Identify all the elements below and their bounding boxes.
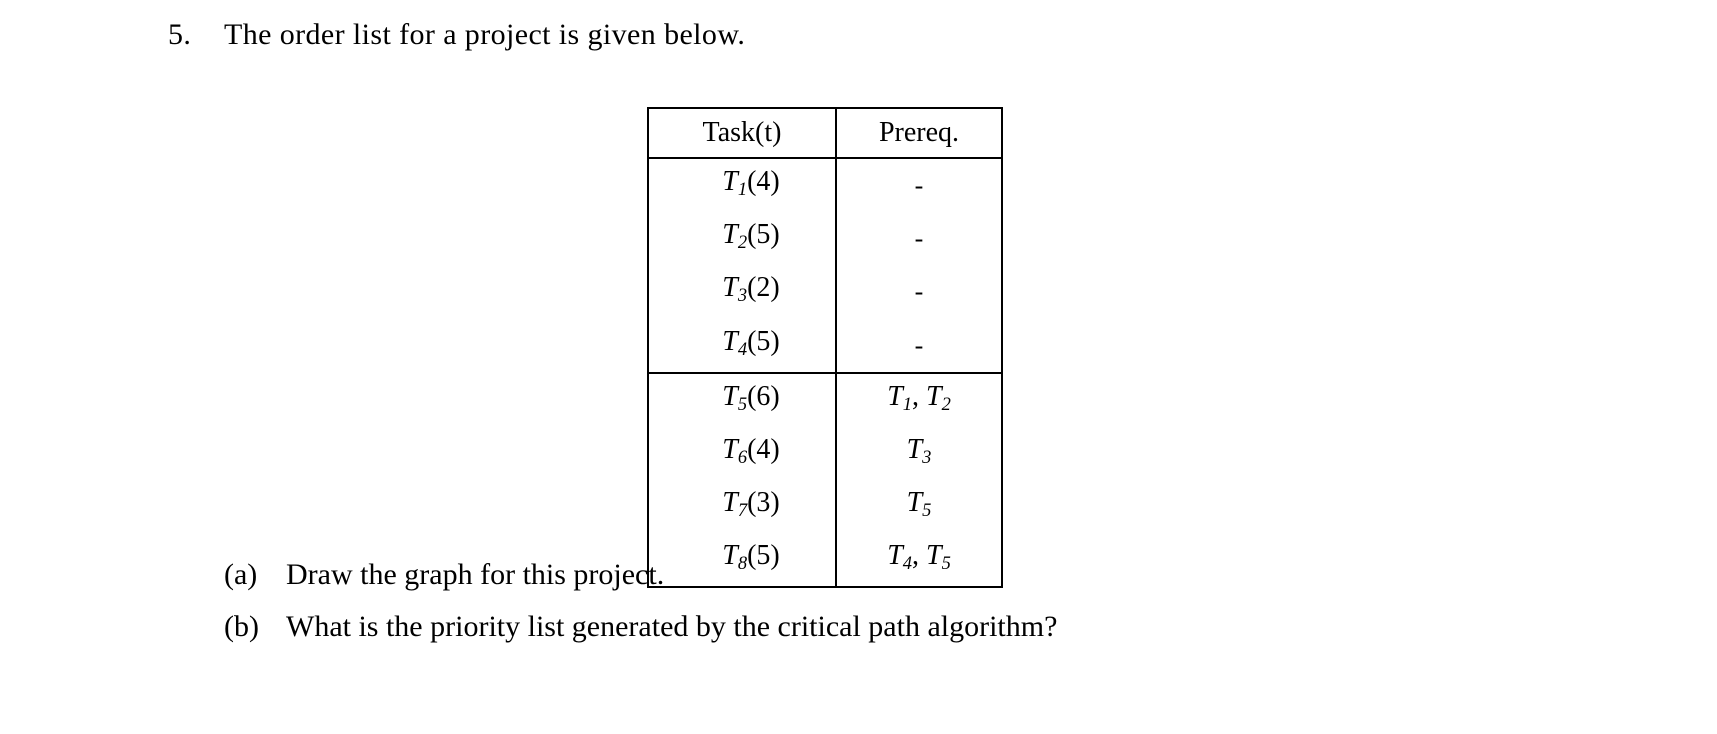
cell-task — [648, 480, 836, 533]
prereq-value: $T_3$ — [906, 433, 932, 468]
task-label: $T_8(5)$ — [722, 540, 780, 574]
task-label: $T_1(4)$ — [722, 166, 780, 200]
cell-prereq — [836, 212, 1002, 265]
subquestion-b — [224, 610, 1057, 644]
subquestion-a — [224, 558, 1057, 592]
cell-prereq — [836, 480, 1002, 533]
task-label: $T_5(6)$ — [722, 380, 780, 414]
table-body — [648, 158, 1002, 587]
subquestion-a-label: (a) — [224, 558, 258, 591]
cell-task — [648, 373, 836, 427]
problem-text: The order list for a project is given below. — [224, 18, 746, 51]
table-row — [648, 480, 1002, 533]
cell-task — [648, 265, 836, 318]
cell-task — [648, 319, 836, 373]
table-row — [648, 265, 1002, 318]
column-header-task: Task(t) — [648, 108, 836, 158]
table-row — [648, 212, 1002, 265]
cell-task — [648, 427, 836, 480]
prereq-value: - — [914, 330, 924, 360]
subquestion-b-label: (b) — [224, 610, 259, 643]
cell-prereq — [836, 319, 1002, 373]
cell-prereq — [836, 427, 1002, 480]
table-row — [648, 373, 1002, 427]
prereq-value: - — [914, 224, 924, 254]
column-header-prereq: Prereq. — [836, 108, 1002, 158]
subquestion-b-text: What is the priority list generated by the critical path algorithm? — [286, 610, 1058, 643]
problem-number: 5. — [168, 18, 192, 51]
table-head — [648, 108, 1002, 158]
prereq-value: $T_4$, $T_5$ — [887, 540, 951, 574]
task-label: $T_3(2)$ — [722, 272, 780, 306]
cell-prereq — [836, 373, 1002, 427]
prereq-value: $T_1$, $T_2$ — [887, 380, 951, 414]
prereq-value: - — [914, 277, 924, 307]
prereq-value: $T_5$ — [906, 487, 932, 521]
subquestion-list — [224, 558, 1057, 662]
subquestion-a-text: Draw the graph for this project. — [286, 558, 665, 591]
table-header-row — [648, 108, 1002, 158]
order-list-table — [647, 107, 1003, 588]
cell-prereq — [836, 265, 1002, 318]
table-row — [648, 427, 1002, 480]
cell-task — [648, 212, 836, 265]
order-list-table-wrap — [647, 107, 1003, 588]
cell-prereq — [836, 158, 1002, 212]
table-row — [648, 319, 1002, 373]
task-label: $T_4(5)$ — [722, 325, 780, 359]
table-row — [648, 158, 1002, 212]
task-label: $T_7(3)$ — [722, 487, 780, 521]
cell-task — [648, 158, 836, 212]
prereq-value: - — [914, 171, 924, 201]
problem-statement — [168, 18, 745, 52]
task-label: $T_6(4)$ — [722, 433, 780, 468]
task-label: $T_2(5)$ — [722, 219, 780, 253]
